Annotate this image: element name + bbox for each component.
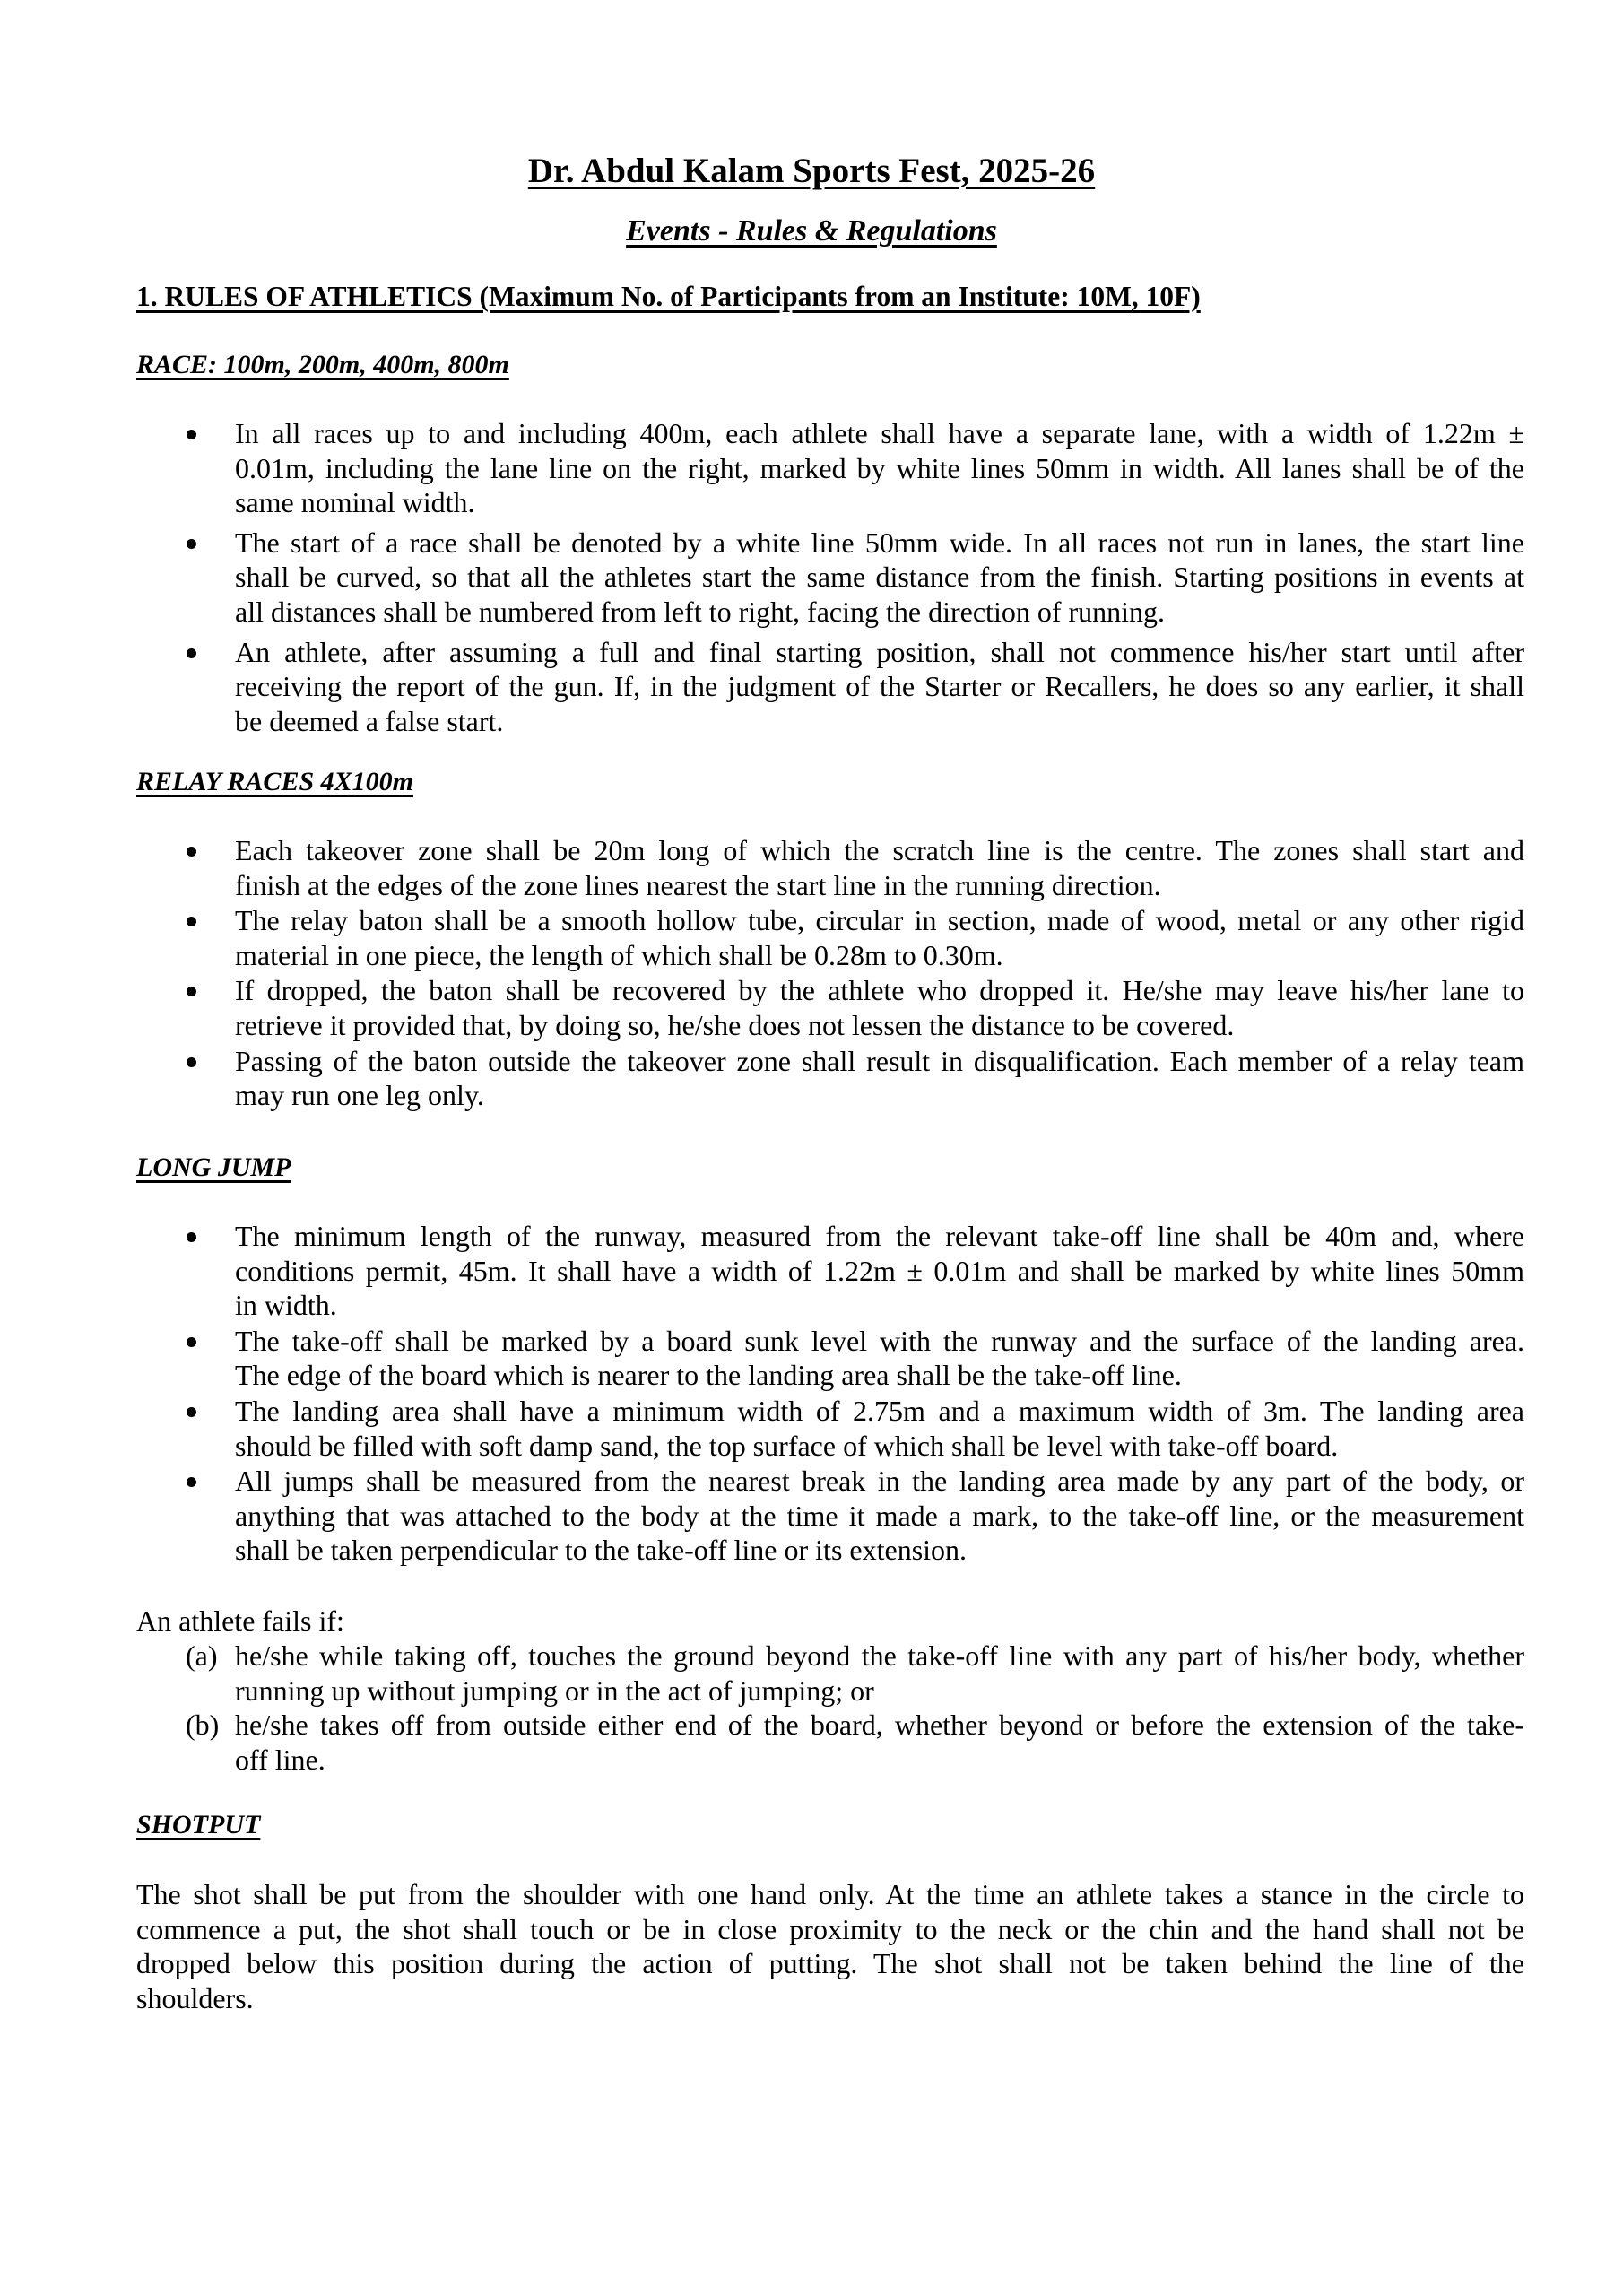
bullet-icon [183,833,201,868]
text-lines [235,973,1524,1042]
text-lines [235,526,1524,630]
text-line: The minimum length of the runway, measured from the relevant take-off line shall be 40m and, where [235,1220,1524,1252]
text-line: shoulders. [136,1981,254,2014]
text-line: all distances shall be numbered from left to right, facing the direction of running. [235,595,1166,628]
text-line: be deemed a false start. [235,704,504,737]
text-line: in width. [235,1289,337,1322]
text-line: receiving the report of the gun. If, in the judgment of the Starter or Recallers, he does so any earlier, it shall [235,670,1524,703]
list-item [136,526,1524,630]
shotput-paragraph [136,1877,1524,2015]
text-lines [235,1708,1524,1777]
item-label: (b) [186,1709,220,1742]
fails-intro [136,1604,1524,1639]
text-line: he/she while taking off, touches the ground beyond the take-off line with any part of his/her body, whether [235,1639,1524,1672]
text-lines [235,1324,1524,1393]
bullet-icon [183,903,201,938]
subheading-long-jump [136,1150,291,1186]
bullet-icon [183,1219,201,1254]
list-item [136,903,1524,972]
section-heading-text: 1. RULES OF ATHLETICS (Maximum No. of Participants from an Institute: 10M, 10F) [136,281,1201,312]
text-lines [235,903,1524,972]
document-subtitle [0,212,1623,251]
text-line: conditions permit, 45m. It shall have a width of 1.22m ± 0.01m and shall be marked by white lines 50mm [235,1254,1524,1287]
text-line: If dropped, the baton shall be recovered by the athlete who dropped it. He/she may leave his/her lane to [235,974,1524,1007]
text-line: may run one leg only. [235,1079,484,1112]
section-heading-athletics [136,279,1201,315]
lettered-item [136,1708,1524,1777]
list-item [136,1324,1524,1393]
text-line: All jumps shall be measured from the nearest break in the landing area made by any part of the body, or [235,1465,1524,1498]
list-item [136,1464,1524,1568]
document-title [0,151,1623,192]
text-line: he/she takes off from outside either end of the board, whether beyond or before the extension of the take- [235,1709,1524,1742]
text-lines [235,833,1524,902]
text-line: An athlete, after assuming a full and final starting position, shall not commence his/her start until after [235,635,1524,668]
text-lines [235,1394,1524,1463]
text-line: same nominal width. [235,486,475,519]
text-line: retrieve it provided that, by doing so, he/she does not lessen the distance to be covered. [235,1008,1235,1041]
text-line: The landing area shall have a minimum width of 2.75m and a maximum width of 3m. The landing area [235,1394,1524,1427]
text-lines [235,635,1524,739]
text-line: dropped below this position during the action of putting. The shot shall not be taken behind the line of the [136,1947,1524,1980]
text-line: The take-off shall be marked by a board sunk level with the runway and the surface of the landing area. [235,1324,1524,1357]
list-item [136,833,1524,902]
text-line: off line. [235,1743,325,1776]
item-label: (a) [186,1639,218,1672]
text-line: In all races up to and including 400m, each athlete shall have a separate lane, with a width of 1.22m ± [235,417,1524,449]
subheading-shotput-text: SHOTPUT [136,1810,261,1839]
text-lines [235,1219,1524,1323]
document-title-text: Dr. Abdul Kalam Sports Fest, 2025-26 [527,152,1096,190]
text-line: material in one piece, the length of which shall be 0.28m to 0.30m. [235,938,1003,971]
text-line: shall be curved, so that all the athletes start the same distance from the finish. Starting positions in events at [235,561,1524,594]
fails-list [136,1639,1524,1777]
bullet-icon [183,1324,201,1359]
subheading-race [136,347,509,383]
text-line: running up without jumping or in the act of jumping; or [235,1674,874,1707]
bullet-icon [183,526,201,561]
race-rules-list [136,416,1524,738]
text-lines [235,1464,1524,1568]
text-line: commence a put, the shot shall touch or be in close proximity to the neck or the chin and the hand shall not be [136,1912,1524,1945]
list-item [136,1394,1524,1463]
list-item [136,973,1524,1042]
text-lines [235,1044,1524,1113]
bullet-icon [183,416,201,451]
subheading-race-text: RACE: 100m, 200m, 400m, 800m [136,350,509,379]
subheading-shotput [136,1807,260,1843]
text-line: 0.01m, including the lane line on the right, marked by white lines 50mm in width. All lanes shall be of the [235,451,1524,484]
subheading-relay-text: RELAY RACES 4X100m [136,767,413,796]
text-line: The relay baton shall be a smooth hollow tube, circular in section, made of wood, metal or any other rigid [235,904,1524,937]
text-line: should be filled with soft damp sand, the top surface of which shall be level with take-off board. [235,1429,1339,1462]
list-item [136,1219,1524,1323]
text-line: Passing of the baton outside the takeover zone shall result in disqualification. Each member of a relay team [235,1044,1524,1077]
text-line: The edge of the board which is nearer to the landing area shall be the take-off line. [235,1359,1182,1392]
bullet-icon [183,1464,201,1499]
list-item [136,416,1524,520]
subheading-long-jump-text: LONG JUMP [136,1152,291,1182]
bullet-icon [183,973,201,1008]
bullet-icon [183,1394,201,1429]
text-line: The shot shall be put from the shoulder with one hand only. At the time an athlete takes a stance in the circle to [136,1878,1524,1910]
text-line: Each takeover zone shall be 20m long of which the scratch line is the centre. The zones shall start and [235,834,1524,866]
lettered-item [136,1639,1524,1708]
text-line: anything that was attached to the body at the time it made a mark, to the take-off line, or the measurement [235,1499,1524,1532]
document-subtitle-text: Events - Rules & Regulations [626,214,997,248]
text-line: finish at the edges of the zone lines nearest the start line in the running direction. [235,868,1161,901]
text-lines [235,416,1524,520]
list-item [136,1044,1524,1113]
subheading-relay [136,764,413,800]
bullet-icon [183,635,201,670]
text-lines [235,1639,1524,1708]
text-line: The start of a race shall be denoted by a white line 50mm wide. In all races not run in lanes, the start line [235,526,1524,559]
bullet-icon [183,1044,201,1079]
relay-rules-list [136,833,1524,1113]
long-jump-rules-list [136,1219,1524,1568]
text-line: shall be taken perpendicular to the take-off line or its extension. [235,1534,968,1567]
text-lines [136,1877,1524,2015]
list-item [136,635,1524,739]
fails-intro-text: An athlete fails if: [136,1605,344,1637]
